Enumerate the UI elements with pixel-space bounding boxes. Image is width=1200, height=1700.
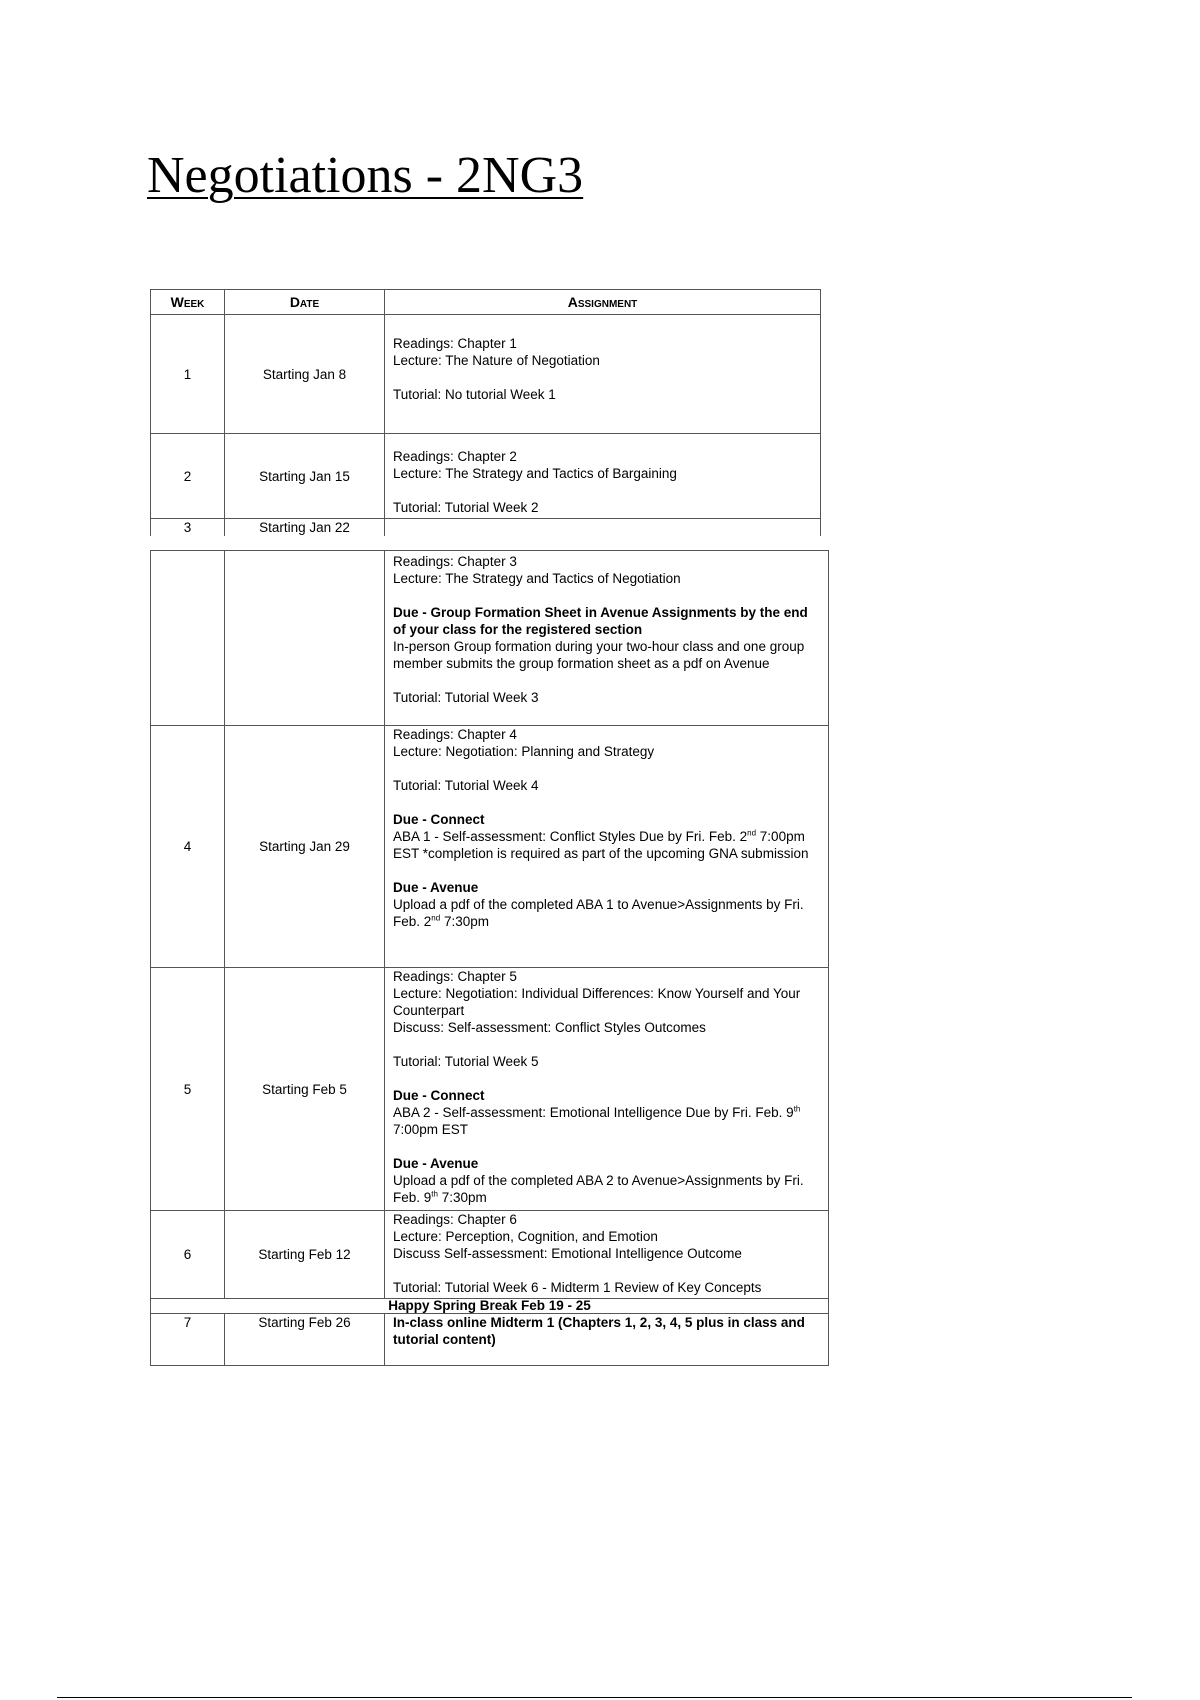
tutorial-text: Tutorial: Tutorial Week 6 - Midterm 1 Review of Key Concepts [393, 1280, 762, 1295]
assignment-cell [385, 519, 821, 537]
date-cell: Starting Feb 5 [225, 968, 385, 1211]
readings-text: Readings: Chapter 4 [393, 727, 517, 742]
schedule-table-part-1 [150, 289, 821, 536]
assignment-cell [385, 968, 829, 1211]
due-avenue-heading: Due - Avenue [393, 880, 479, 895]
tutorial-text: Tutorial: No tutorial Week 1 [393, 387, 556, 402]
spring-break-row [151, 1299, 829, 1314]
table-row [151, 726, 829, 968]
week-cell: 7 [151, 1314, 225, 1366]
week-cell: 5 [151, 968, 225, 1211]
due-connect-heading: Due - Connect [393, 812, 485, 827]
date-cell: Starting Feb 26 [225, 1314, 385, 1366]
lecture-text: Lecture: Perception, Cognition, and Emotion [393, 1229, 658, 1244]
week-cell: 2 [151, 434, 225, 519]
due-avenue-text: Upload a pdf of the completed ABA 2 to Avenue>Assignments by Fri. Feb. 9th 7:30pm [393, 1173, 804, 1205]
schedule-table-part-2 [150, 550, 829, 1366]
table-row [151, 519, 821, 537]
due-connect-heading: Due - Connect [393, 1088, 485, 1103]
assignment-cell [385, 315, 821, 434]
due-connect-text: ABA 2 - Self-assessment: Emotional Intelligence Due by Fri. Feb. 9th 7:00pm EST [393, 1104, 801, 1137]
table-row [151, 315, 821, 434]
lecture-text: Lecture: Negotiation: Planning and Strategy [393, 744, 655, 759]
document-title: Negotiations - 2NG3 [147, 147, 584, 204]
due-avenue-heading: Due - Avenue [393, 1156, 479, 1171]
tutorial-text: Tutorial: Tutorial Week 2 [393, 500, 539, 515]
table-row [151, 968, 829, 1211]
lecture-text: Lecture: The Strategy and Tactics of Negotiation [393, 571, 681, 586]
date-cell: Starting Jan 29 [225, 726, 385, 968]
header-row [151, 290, 821, 315]
table-row [151, 434, 821, 519]
week-cell: 1 [151, 315, 225, 434]
date-cell: Starting Jan 8 [225, 315, 385, 434]
due-group-formation: Due - Group Formation Sheet in Avenue Assignments by the end of your class for the registered section [393, 605, 808, 637]
discuss-text: Discuss Self-assessment: Emotional Intelligence Outcome [393, 1246, 742, 1261]
date-cell: Starting Feb 12 [225, 1211, 385, 1299]
lecture-text: Lecture: The Nature of Negotiation [393, 353, 600, 368]
lecture-text: Lecture: The Strategy and Tactics of Bargaining [393, 466, 677, 481]
readings-text: Readings: Chapter 1 [393, 336, 517, 351]
date-cell [225, 551, 385, 726]
spring-break-text: Happy Spring Break Feb 19 - 25 [151, 1299, 829, 1314]
midterm-text: In-class online Midterm 1 (Chapters 1, 2, 3, 4, 5 plus in class and tutorial content) [393, 1315, 805, 1347]
assignment-cell [385, 551, 829, 726]
assignment-cell [385, 1314, 829, 1366]
week-cell [151, 551, 225, 726]
assignment-cell [385, 726, 829, 968]
lecture-text: Lecture: Negotiation: Individual Differences: Know Yourself and Your Counterpart [393, 986, 801, 1018]
table-row [151, 551, 829, 726]
readings-text: Readings: Chapter 6 [393, 1212, 517, 1227]
due-avenue-text: Upload a pdf of the completed ABA 1 to Avenue>Assignments by Fri. Feb. 2nd 7:30pm [393, 897, 804, 929]
readings-text: Readings: Chapter 5 [393, 969, 517, 984]
tutorial-text: Tutorial: Tutorial Week 4 [393, 778, 539, 793]
page-bottom-rule [57, 1697, 1132, 1698]
table-row [151, 1211, 829, 1299]
week-cell: 3 [151, 519, 225, 537]
date-cell: Starting Jan 15 [225, 434, 385, 519]
assignment-cell [385, 434, 821, 519]
readings-text: Readings: Chapter 2 [393, 449, 517, 464]
header-week: Week [151, 290, 225, 315]
discuss-text: Discuss: Self-assessment: Conflict Styles Outcomes [393, 1020, 706, 1035]
date-cell: Starting Jan 22 [225, 519, 385, 537]
table-row [151, 1314, 829, 1366]
readings-text: Readings: Chapter 3 [393, 554, 517, 569]
week-cell: 4 [151, 726, 225, 968]
assignment-cell [385, 1211, 829, 1299]
week-cell: 6 [151, 1211, 225, 1299]
due-connect-text: ABA 1 - Self-assessment: Conflict Styles Due by Fri. Feb. 2nd 7:00pm EST *completion is required as part of the upcoming GNA submission [393, 828, 809, 861]
header-assignment: Assignment [385, 290, 821, 315]
tutorial-text: Tutorial: Tutorial Week 5 [393, 1054, 539, 1069]
tutorial-text: Tutorial: Tutorial Week 3 [393, 690, 539, 705]
header-date: Date [225, 290, 385, 315]
due-description: In-person Group formation during your two-hour class and one group member submits the group formation sheet as a pdf on Avenue [393, 639, 805, 671]
